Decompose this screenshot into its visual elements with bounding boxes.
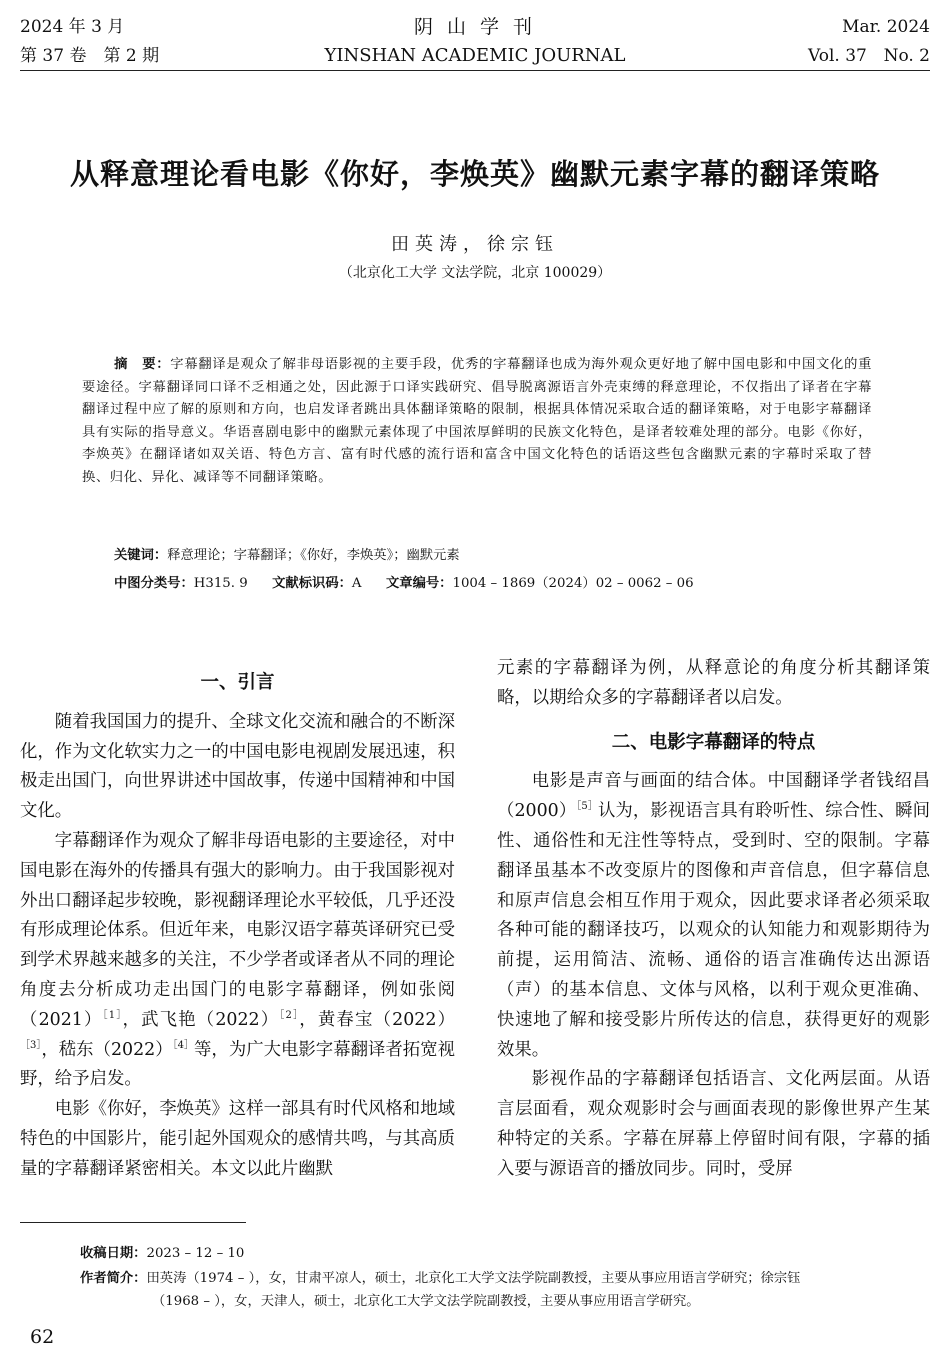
header-vol-en: Vol. 37	[808, 46, 867, 66]
article-number-label: 文章编号：	[386, 576, 453, 591]
citation-4: ［4］	[172, 1039, 195, 1051]
page-number: 62	[30, 1326, 55, 1348]
citation-5: ［5］	[576, 801, 598, 813]
journal-name-cn: 阴 山 学 刊	[413, 16, 537, 38]
bio-label: 作者简介：	[80, 1271, 147, 1286]
keywords-label: 关键词：	[114, 548, 168, 563]
header-no-en: No. 2	[883, 46, 930, 66]
section-heading-1: 一、引言	[200, 672, 275, 693]
citation-1: ［1］	[102, 1009, 123, 1021]
clc-label: 中图分类号：	[114, 576, 194, 591]
footnote-rule	[20, 1222, 246, 1223]
clc-value: H315. 9	[193, 576, 248, 591]
left-column	[20, 668, 455, 1185]
classification-line	[114, 574, 694, 594]
right-column	[497, 654, 930, 1185]
paragraph: 电影是声音与画面的结合体。中国翻译学者钱绍昌$(2000)^{[5]}$认为，影视语言具有聆听性、综合性、瞬间性、通俗性和无注性等特点，受到时、空的限制。字幕翻译虽基本不改变原片的图像和声音信息，但字幕信息和原声信息会相互作用于观众，因此要求译者必须采取各种可能的翻译技巧，以观众的认知能力和观影期待为前提，运用简洁、流畅、通俗的语言准确传达出源语（声）的基本信息、文体与风格，以利于观众更准确、快速地了解和接受影片所传达的信息，获得更好的观影效果。	[497, 771, 930, 1060]
paragraph: 字幕翻译作为观众了解非母语电影的主要途径，对中国电影在海外的传播具有强大的影响力。由于我国影视对外出口翻译起步较晚，影视翻译理论水平较低，几乎还没有形成理论体系。但近年来，电影汉语字幕英译研究已受到学术界越来越多的关注，不少学者或译者从不同的理论角度去分析成功走出国门的电影字幕翻译，例如张阅$(2021)^{[1]}$，武飞艳$(2022)^{[2]}$，黄春宝$(2022)^{[3]}$，嵇东$(2022)^{[4]}$等，为广大电影字幕翻译者拓宽视野，给予启发。	[20, 830, 455, 1090]
header-volume-cn: 第 37 卷 第 2 期	[20, 46, 160, 66]
header-date-en: Mar. 2024	[842, 17, 930, 37]
doc-code-label: 文献标识码：	[272, 576, 352, 591]
abstract-text: 字幕翻译是观众了解非母语影视的主要手段，优秀的字幕翻译也成为海外观众更好地了解中国电影和中国文化的重要途径。字幕翻译同口译不乏相通之处，因此源于口译实践研究、倡导脱离源语言外壳束缚的释意理论，不仅指出了译者在字幕翻译过程中应了解的原则和方向，也启发译者跳出具体翻译策略的限制，根据具体情况采取合适的翻译策略，对于电影字幕翻译具有实际的指导意义。华语喜剧电影中的幽默元素体现了中国浓厚鲜明的民族文化特色，是译者较难处理的部分。电影《你好，李焕英》在翻译诸如双关语、特色方言、富有时代感的流行语和富含中国文化特色的话语这些包含幽默元素的字幕时采取了替换、归化、异化、减译等不同翻译策略。	[82, 357, 873, 485]
bio-line-2: （1968 – ），女，天津人，硕士，北京化工大学文法学院副教授，主要从事应用语言学研究。	[152, 1294, 700, 1309]
paragraph: 电影《你好，李焕英》这样一部具有时代风格和地域特色的中国影片，能引起外国观众的感情共鸣，与其高质量的字幕翻译紧密相关。本文以此片幽默	[20, 1099, 455, 1179]
paragraph: 影视作品的字幕翻译包括语言、文化两层面。从语言层面看，观众观影时会与画面表现的影像世界产生某种特定的关系。字幕在屏幕上停留时间有限，字幕的插入要与源语音的播放同步。同时，受屏	[497, 1069, 930, 1179]
article-title: 从释意理论看电影《你好，李焕英》幽默元素字幕的翻译策略	[69, 157, 880, 191]
received-date	[80, 1243, 932, 1265]
journal-name-en: YINSHAN ACADEMIC JOURNAL	[324, 45, 626, 66]
keywords-text: 释意理论；字幕翻译；《你好，李焕英》；幽默元素	[167, 548, 460, 563]
section-heading-2: 二、电影字幕翻译的特点	[611, 731, 816, 753]
affiliation: （北京化工大学 文法学院，北京 100029）	[338, 265, 612, 281]
authors: 田英涛，徐宗钰	[391, 234, 559, 255]
received-label: 收稿日期：	[80, 1246, 147, 1261]
header-date-cn: 2024 年 3 月	[20, 17, 125, 37]
header-rule	[20, 70, 930, 71]
article-number-value: 1004 – 1869（2024）02 – 0062 – 06	[452, 576, 694, 591]
citation-2: ［2］	[279, 1009, 300, 1021]
paragraph-continued: 元素的字幕翻译为例，从释意论的角度分析其翻译策略，以期给众多的字幕翻译者以启发。	[497, 658, 930, 708]
author-bio	[80, 1268, 932, 1290]
keywords	[114, 546, 460, 566]
doc-code-value: A	[351, 576, 362, 591]
abstract-label: 摘 要：	[114, 357, 171, 372]
received-value: 2023 – 12 – 10	[146, 1246, 245, 1261]
bio-line-1: 田英涛（1974 – ），女，甘肃平凉人，硕士，北京化工大学文法学院副教授，主要从事应用语言学研究；徐宗钰	[146, 1271, 801, 1286]
abstract	[82, 354, 872, 490]
paragraph: 随着我国国力的提升、全球文化交流和融合的不断深化，作为文化软实力之一的中国电影电视剧发展迅速，积极走出国门，向世界讲述中国故事，传递中国精神和中国文化。	[20, 711, 455, 822]
citation-3: ［3］	[20, 1039, 42, 1051]
